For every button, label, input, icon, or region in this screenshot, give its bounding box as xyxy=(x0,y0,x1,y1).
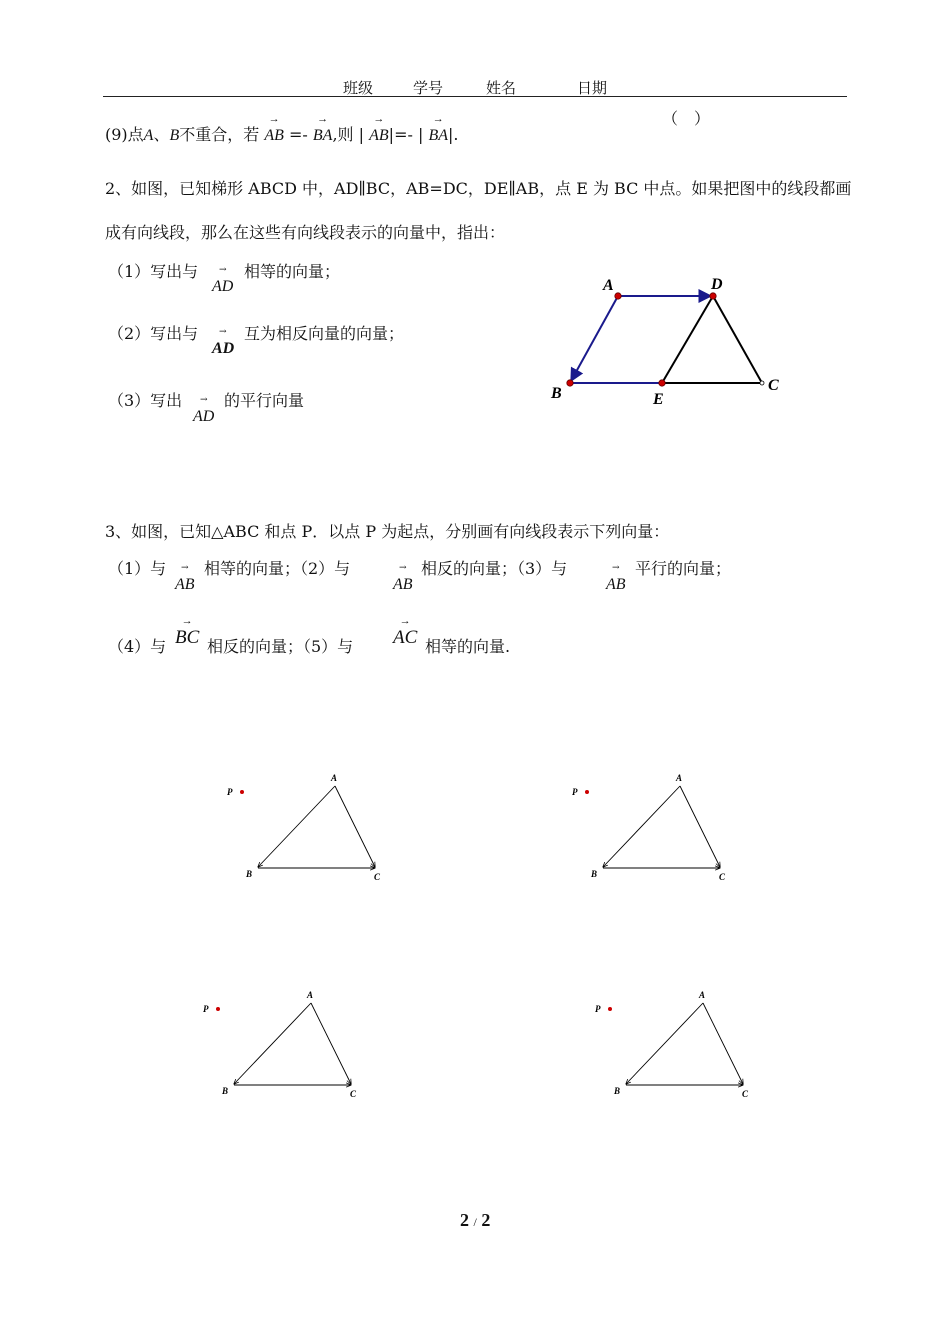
q2-item2-post: 互为相反向量的向量； xyxy=(244,324,405,343)
point-E xyxy=(659,380,665,386)
label-C: C xyxy=(742,1089,749,1099)
point-P xyxy=(585,790,589,794)
label-P: P xyxy=(203,1004,209,1014)
point-D xyxy=(710,293,716,299)
q3-vecAB-1: AB xyxy=(175,576,195,593)
vector-AB xyxy=(603,786,680,867)
label-B: B xyxy=(551,385,562,402)
q2-item2-vector: AD xyxy=(212,340,235,357)
label-P: P xyxy=(595,1004,601,1014)
header-rule xyxy=(103,96,847,97)
q9-answer-blank[interactable]: （ ） xyxy=(662,109,711,128)
label-A: A xyxy=(307,990,314,1000)
q2-item1-pre: （1）写出与 xyxy=(108,262,199,281)
header-date-label: 日期 xyxy=(577,79,608,97)
label-C: C xyxy=(374,872,381,882)
vector-AB xyxy=(258,786,335,867)
label-A: A xyxy=(331,773,338,783)
trapezoid-figure xyxy=(540,270,800,410)
q2-line2: 成有向线段，那么在这些有向线段表示的向量中，指出： xyxy=(105,223,506,242)
q2-item3-arrow: → xyxy=(200,395,208,405)
q2-item1-vector: AD xyxy=(212,278,234,295)
page-number: 2 / 2 xyxy=(460,1210,491,1230)
label-B: B xyxy=(222,1086,229,1096)
label-P: P xyxy=(572,787,578,797)
vector-AB xyxy=(234,1003,311,1084)
q3-vecAB-1-arrow: → xyxy=(181,563,189,573)
q3-vecAB-2-arrow: → xyxy=(399,563,407,573)
label-C: C xyxy=(768,377,779,394)
label-B: B xyxy=(614,1086,621,1096)
triangle-figure-1 xyxy=(222,770,392,890)
header-name-label: 姓名 xyxy=(486,79,517,97)
vector-AC xyxy=(335,786,375,867)
q2-item1-arrow: → xyxy=(219,265,227,275)
vector-AB-2: → AB xyxy=(369,113,389,144)
q2-item1-post: 相等的向量； xyxy=(244,262,341,281)
label-E: E xyxy=(653,391,664,408)
point-B xyxy=(567,380,573,386)
q3-vecAB-2: AB xyxy=(393,576,413,593)
q3-vecBC: → BC xyxy=(175,615,200,648)
q2-item2-arrow: → xyxy=(219,327,227,337)
point-P xyxy=(240,790,244,794)
label-A: A xyxy=(699,990,706,1000)
label-P: P xyxy=(227,787,233,797)
q3-e-post: 相等的向量. xyxy=(425,637,511,656)
q3-a-pre: （1）与 xyxy=(108,559,167,578)
q9-line: (9)点A、B不重合，若 → AB =- → BA,则 | → AB|=- | → BA|. xyxy=(105,113,459,144)
point-P xyxy=(216,1007,220,1011)
triangle-figure-2 xyxy=(567,770,737,890)
q3-d-post: 相反的向量；（5）与 xyxy=(207,637,354,656)
header-class-label: 班级 xyxy=(343,79,374,97)
q2-item2-pre: （2）写出与 xyxy=(108,324,199,343)
q2-item3-vector: AD xyxy=(193,408,215,425)
label-C: C xyxy=(350,1089,357,1099)
triangle-figure-4 xyxy=(590,987,760,1107)
vector-AC xyxy=(703,1003,743,1084)
point-A xyxy=(615,293,621,299)
q3-a-post: 相等的向量；（2）与 xyxy=(204,559,351,578)
vector-AB xyxy=(626,1003,703,1084)
label-B: B xyxy=(591,869,598,879)
label-D: D xyxy=(711,276,723,293)
q3-b-post: 相反的向量；（3）与 xyxy=(421,559,568,578)
q2-line1: 2、如图，已知梯形 ABCD 中，AD∥BC，AB=DC，DE∥AB，点 E 为 BC 中点。如果把图中的线段都画 xyxy=(105,179,852,198)
point-P xyxy=(608,1007,612,1011)
point-C xyxy=(760,381,764,385)
q3-line1: 3、如图，已知△ABC 和点 P．以点 P 为起点，分别画有向线段表示下列向量： xyxy=(105,522,670,541)
vector-AC xyxy=(680,786,720,867)
vector-BA-2: → BA xyxy=(428,113,448,144)
q3-d-pre: （4）与 xyxy=(108,637,167,656)
q3-vecAB-3-arrow: → xyxy=(612,563,620,573)
vector-AB: → AB xyxy=(264,113,284,144)
label-C: C xyxy=(719,872,726,882)
segment-DE xyxy=(662,296,713,383)
triangle-figure-3 xyxy=(198,987,368,1107)
q2-item3-pre: （3）写出 xyxy=(108,391,183,410)
vector-BA: → BA xyxy=(312,113,333,144)
q2-item3-post: 的平行向量 xyxy=(224,391,305,410)
label-A: A xyxy=(676,773,683,783)
vector-AC xyxy=(311,1003,351,1084)
q3-vecAC: → AC xyxy=(393,615,418,648)
label-B: B xyxy=(246,869,253,879)
segment-AB xyxy=(571,296,618,381)
header-number-label: 学号 xyxy=(413,79,444,97)
q3-c-post: 平行的向量； xyxy=(635,559,732,578)
segment-DC xyxy=(713,296,762,383)
q3-vecAB-3: AB xyxy=(606,576,626,593)
label-A: A xyxy=(603,277,614,294)
